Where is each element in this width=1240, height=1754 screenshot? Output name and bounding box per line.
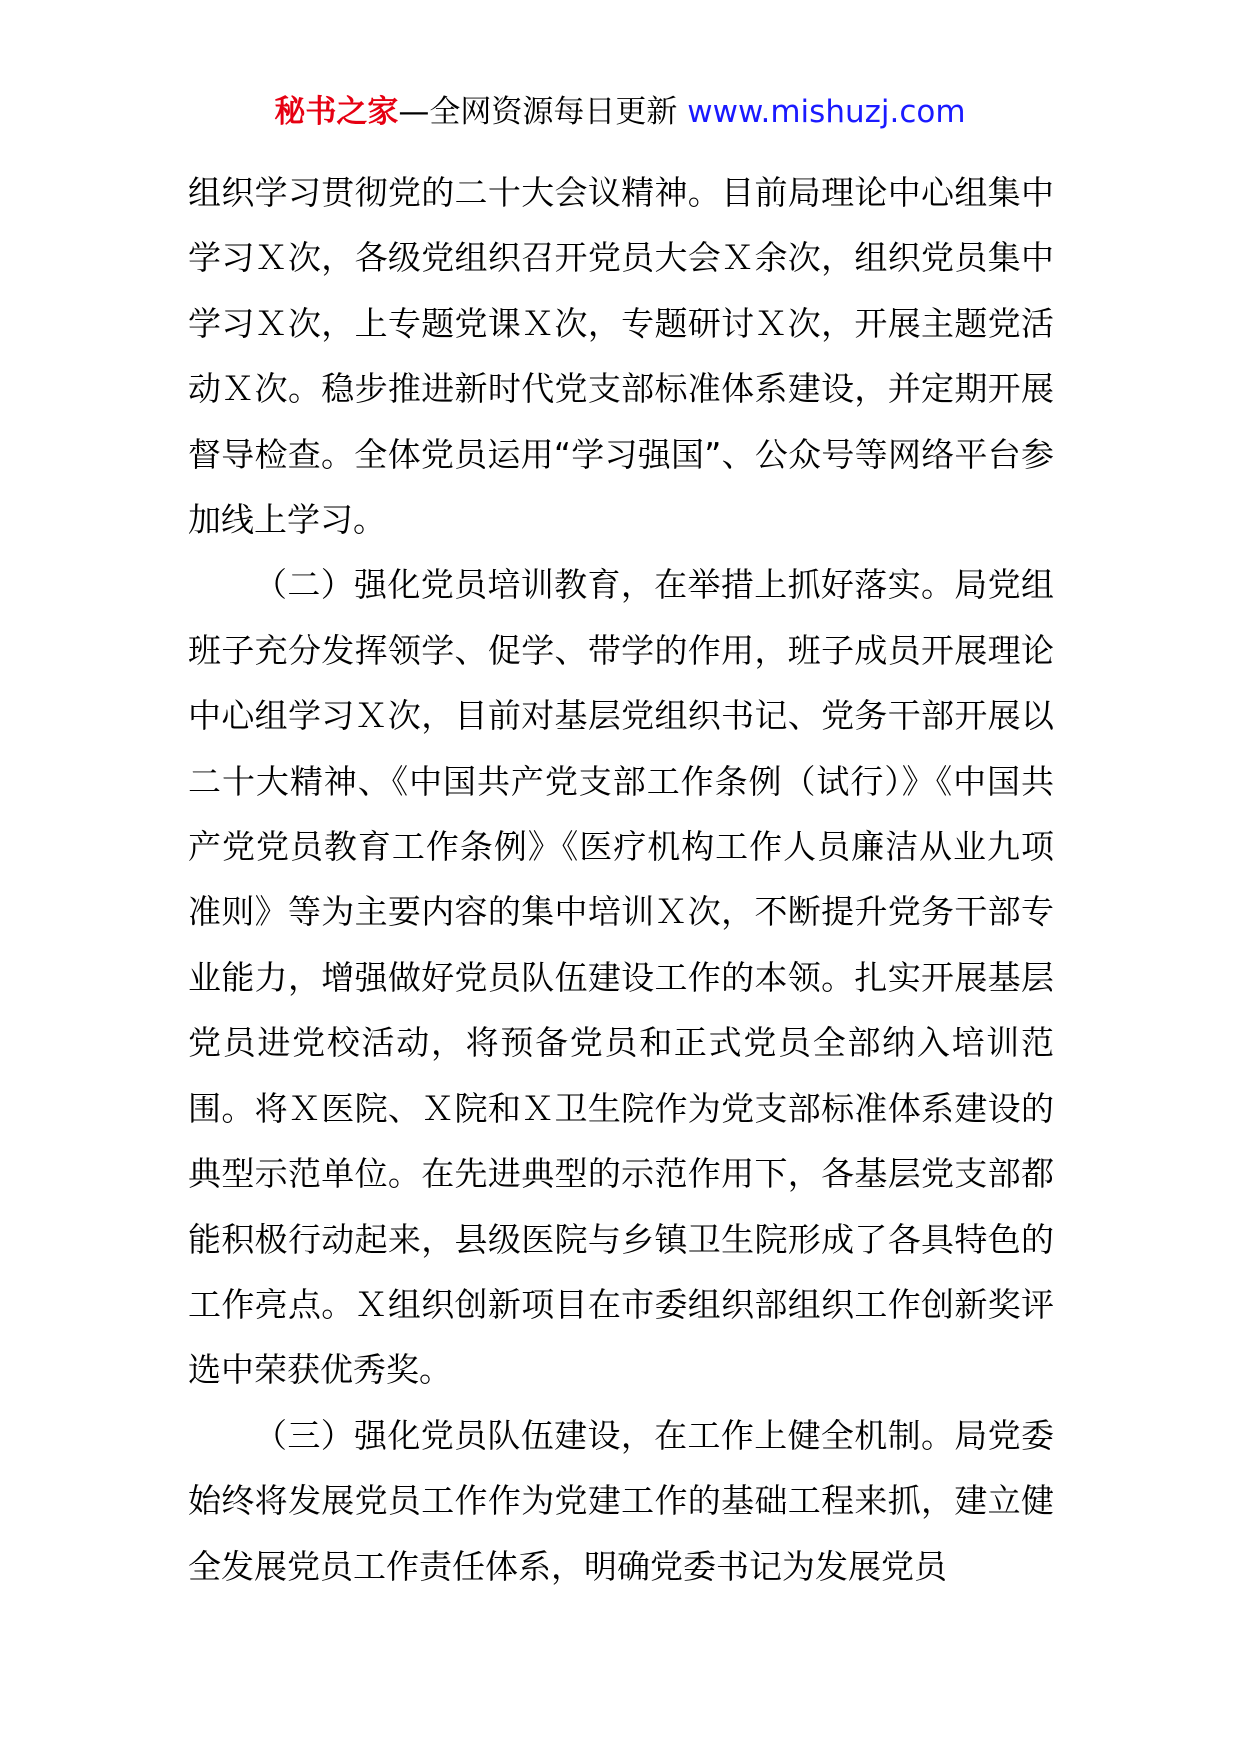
paragraph-2: （二）强化党员培训教育，在举措上抓好落实。局党组班子充分发挥领学、促学、带学的作用，班子成员开展理论中心组学习Ｘ次，目前对基层党组织书记、党务干部开展以二十大精神、《中国共产党支部工作条例（试行）》《中国共产党党员教育工作条例》《医疗机构工作人员廉洁从业九项准则》等为主要内容的集中培训Ｘ次，不断提升党务干部专业能力，增强做好党员队伍建设工作的本领。扎实开展基层党员进党校活动，将预备党员和正式党员全部纳入培训范围。将Ｘ医院、Ｘ院和Ｘ卫生院作为党支部标准体系建设的典型示范单位。在先进典型的示范作用下，各基层党支部都能积极行动起来，县级医院与乡镇卫生院形成了各具特色的工作亮点。Ｘ组织创新项目在市委组织部组织工作创新奖评选中荣获优秀奖。: [188, 565, 1054, 1390]
paragraph-1: 组织学习贯彻党的二十大会议精神。目前局理论中心组集中学习Ｘ次，各级党组织召开党员大会Ｘ余次，组织党员集中学习Ｘ次，上专题党课Ｘ次，专题研讨Ｘ次，开展主题党活动Ｘ次。稳步推进新时代党支部标准体系建设，并定期开展督导检查。全体党员运用“学习强国”、公众号等网络平台参加线上学习。: [188, 173, 1054, 540]
site-brand: 秘书之家: [274, 94, 399, 130]
site-url-link[interactable]: www.mishuzj.com: [687, 94, 966, 130]
document-body: [188, 160, 1054, 1599]
site-tagline: —全网资源每日更新: [398, 94, 688, 130]
paragraph-3: （三）强化党员队伍建设，在工作上健全机制。局党委始终将发展党员工作作为党建工作的基础工程来抓，建立健全发展党员工作责任体系，明确党委书记为发展党员: [188, 1415, 1054, 1586]
site-header: [0, 92, 1240, 132]
